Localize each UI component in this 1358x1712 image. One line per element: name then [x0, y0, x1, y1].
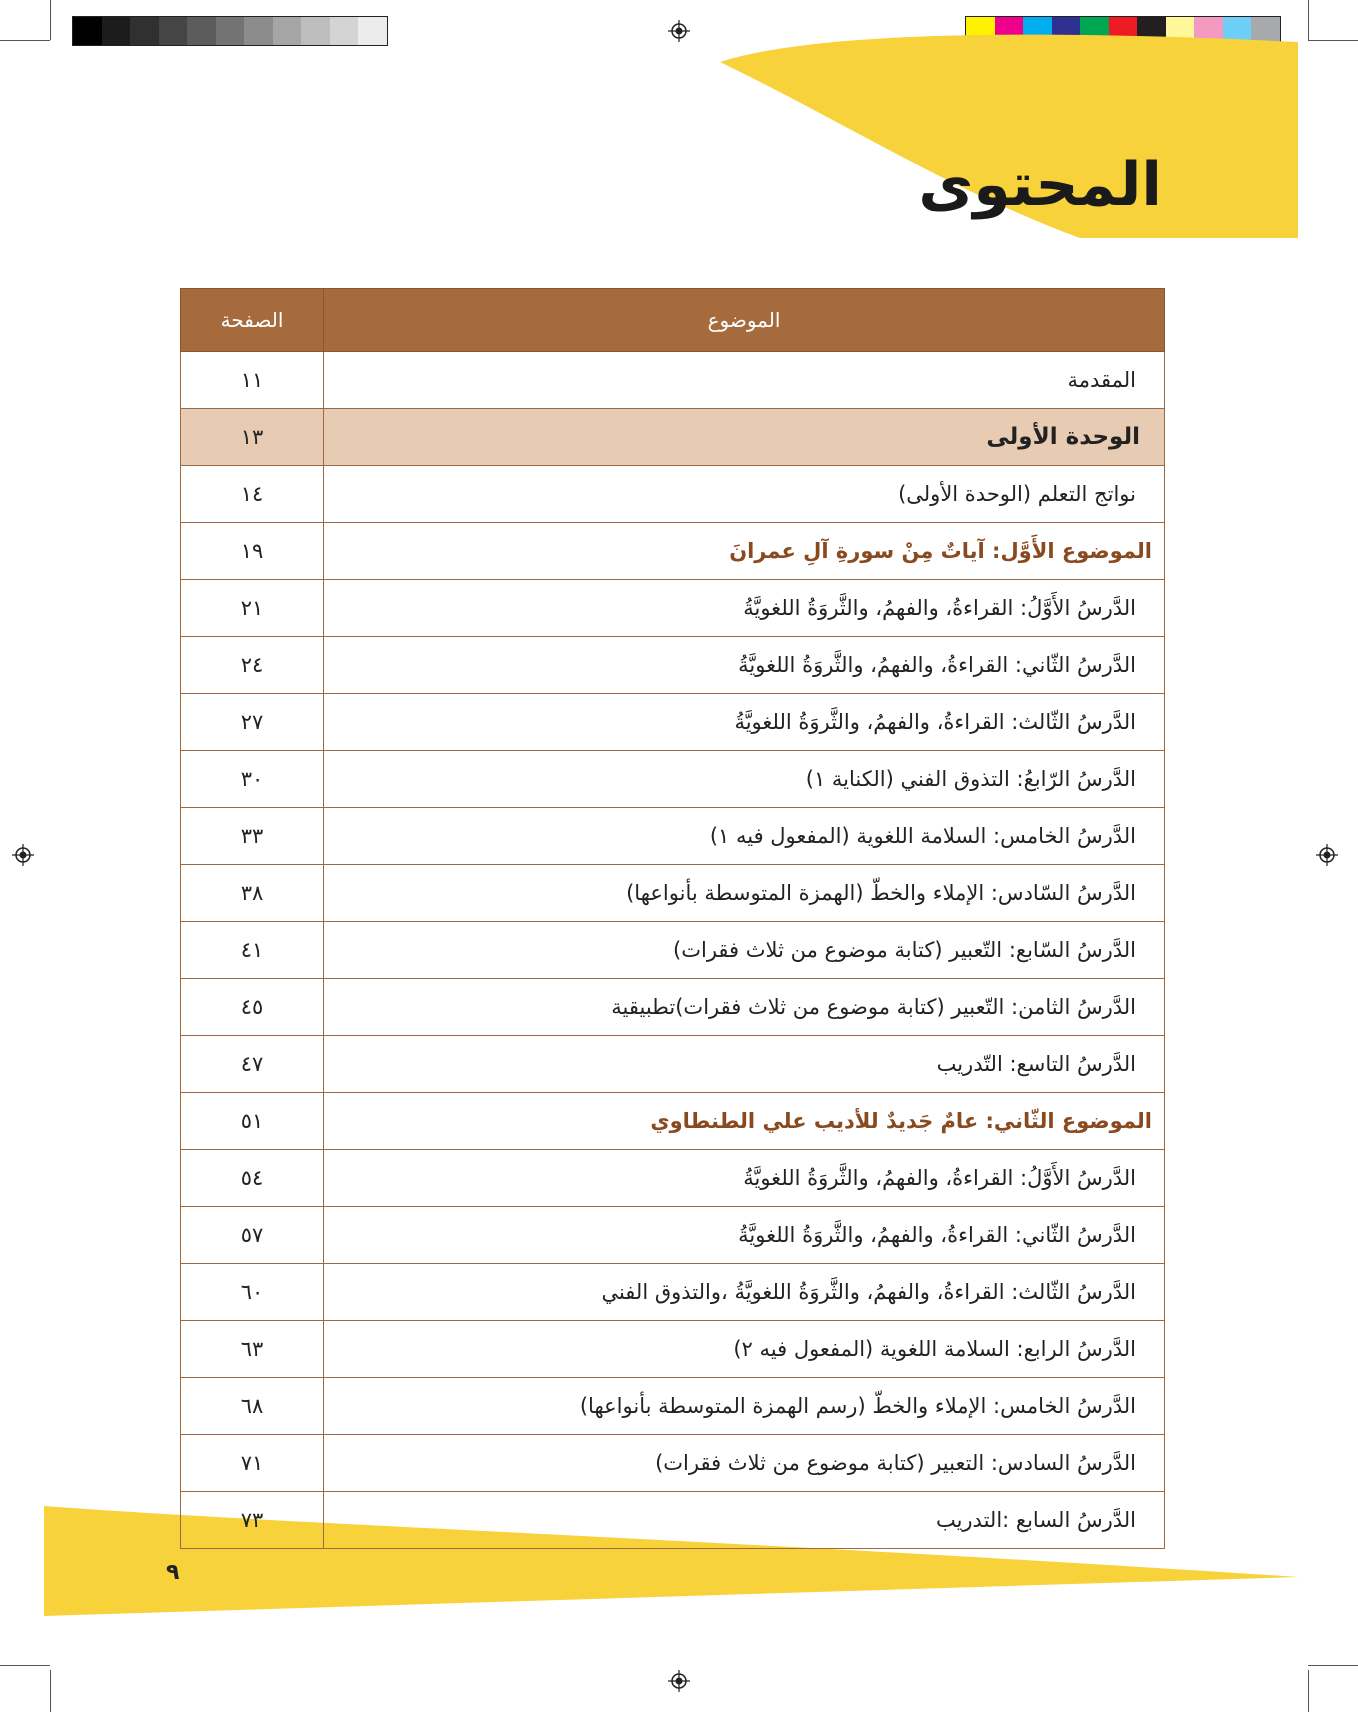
page-cell: ٣٣: [181, 808, 324, 865]
table-row: [181, 1321, 1165, 1378]
page-cell: ٢٤: [181, 637, 324, 694]
table-row: [181, 1492, 1165, 1549]
table-row: [181, 1093, 1165, 1150]
crop-mark: [50, 1670, 51, 1712]
topic-cell: الدَّرسُ الثّاني: القراءةُ، والفهمُ، والثَّروَةُ اللغويَّةُ: [324, 1207, 1165, 1264]
table-row: [181, 352, 1165, 409]
page-cell: ٣٠: [181, 751, 324, 808]
page-cell: ٤٧: [181, 1036, 324, 1093]
table-row: [181, 1378, 1165, 1435]
page-cell: ١٤: [181, 466, 324, 523]
topic-cell: الدَّرسُ الثّاني: القراءةُ، والفهمُ، والثَّروَةُ اللغويَّةُ: [324, 637, 1165, 694]
registration-mark-icon: [1316, 844, 1338, 866]
registration-mark-icon: [668, 1670, 690, 1692]
table-row: [181, 466, 1165, 523]
topic-cell: الدَّرسُ الثامن: التّعبير (كتابة موضوع من ثلاث فقرات)تطبيقية: [324, 979, 1165, 1036]
page-cell: ٦٣: [181, 1321, 324, 1378]
topic-cell: الدَّرسُ الأَوَّلُ: القراءةُ، والفهمُ، والثَّروَةُ اللغويَّةُ: [324, 1150, 1165, 1207]
topic-cell: الدَّرسُ الثّالث: القراءةُ، والفهمُ، والثَّروَةُ اللغويَّةُ: [324, 694, 1165, 751]
table-row: [181, 922, 1165, 979]
crop-mark: [0, 1665, 50, 1666]
topic-cell: الوحدة الأولى: [324, 409, 1165, 466]
page-cell: ٦٠: [181, 1264, 324, 1321]
page-title: المحتوى: [918, 150, 1162, 220]
topic-cell: الدَّرسُ الخامس: السلامة اللغوية (المفعول فيه ١): [324, 808, 1165, 865]
topic-cell: الدَّرسُ السّابع: التّعبير (كتابة موضوع من ثلاث فقرات): [324, 922, 1165, 979]
table-row: [181, 1435, 1165, 1492]
topic-cell: الدَّرسُ التاسع: التّدريب: [324, 1036, 1165, 1093]
page-cell: ٧١: [181, 1435, 324, 1492]
page-cell: ٧٣: [181, 1492, 324, 1549]
topic-cell: الدَّرسُ السّادس: الإملاء والخطّ (الهمزة المتوسطة بأنواعها): [324, 865, 1165, 922]
table-row: [181, 409, 1165, 466]
table-row: [181, 694, 1165, 751]
page-cell: ٥١: [181, 1093, 324, 1150]
page-column-header: الصفحة: [181, 289, 324, 352]
topic-cell: المقدمة: [324, 352, 1165, 409]
topic-cell: الدَّرسُ الخامس: الإملاء والخطّ (رسم الهمزة المتوسطة بأنواعها): [324, 1378, 1165, 1435]
table-row: [181, 1150, 1165, 1207]
topic-cell: الدَّرسُ الثّالث: القراءةُ، والفهمُ، والثَّروَةُ اللغويَّةُ ،والتذوق الفني: [324, 1264, 1165, 1321]
topic-cell: الموضوع الأَوَّل: آياتٌ مِنْ سورةِ آلِ عمرانَ: [324, 523, 1165, 580]
contents-table: [180, 288, 1165, 1549]
page-cell: ١٣: [181, 409, 324, 466]
contents-table-body: [181, 352, 1165, 1549]
table-row: [181, 523, 1165, 580]
page-cell: ٣٨: [181, 865, 324, 922]
table-row: [181, 1207, 1165, 1264]
page-cell: ٤١: [181, 922, 324, 979]
topic-cell: الدَّرسُ السادس: التعبير (كتابة موضوع من ثلاث فقرات): [324, 1435, 1165, 1492]
table-row: [181, 1264, 1165, 1321]
table-row: [181, 637, 1165, 694]
registration-mark-icon: [12, 844, 34, 866]
table-row: [181, 865, 1165, 922]
table-row: [181, 808, 1165, 865]
topic-cell: الدَّرسُ الرّابعُ: التذوق الفني (الكناية ١): [324, 751, 1165, 808]
table-header-row: [181, 289, 1165, 352]
page-cell: ٥٧: [181, 1207, 324, 1264]
page-number: ٩: [166, 1560, 180, 1585]
topic-cell: الموضوع الثّاني: عامٌ جَديدٌ للأديب علي الطنطاوي: [324, 1093, 1165, 1150]
page-cell: ٢١: [181, 580, 324, 637]
page-cell: ٤٥: [181, 979, 324, 1036]
table-row: [181, 1036, 1165, 1093]
crop-mark: [1308, 1670, 1309, 1712]
page-cell: ٥٤: [181, 1150, 324, 1207]
topic-cell: نواتج التعلم (الوحدة الأولى): [324, 466, 1165, 523]
table-row: [181, 580, 1165, 637]
crop-mark: [1308, 1665, 1358, 1666]
topic-cell: الدَّرسُ الأَوَّلُ: القراءةُ، والفهمُ، والثَّروَةُ اللغويَّةُ: [324, 580, 1165, 637]
page-cell: ١٩: [181, 523, 324, 580]
page-cell: ٦٨: [181, 1378, 324, 1435]
page-cell: ١١: [181, 352, 324, 409]
page-cell: ٢٧: [181, 694, 324, 751]
table-row: [181, 751, 1165, 808]
table-row: [181, 979, 1165, 1036]
topic-column-header: الموضوع: [324, 289, 1165, 352]
topic-cell: الدَّرسُ الرابع: السلامة اللغوية (المفعول فيه ٢): [324, 1321, 1165, 1378]
topic-cell: الدَّرسُ السابع :التدريب: [324, 1492, 1165, 1549]
